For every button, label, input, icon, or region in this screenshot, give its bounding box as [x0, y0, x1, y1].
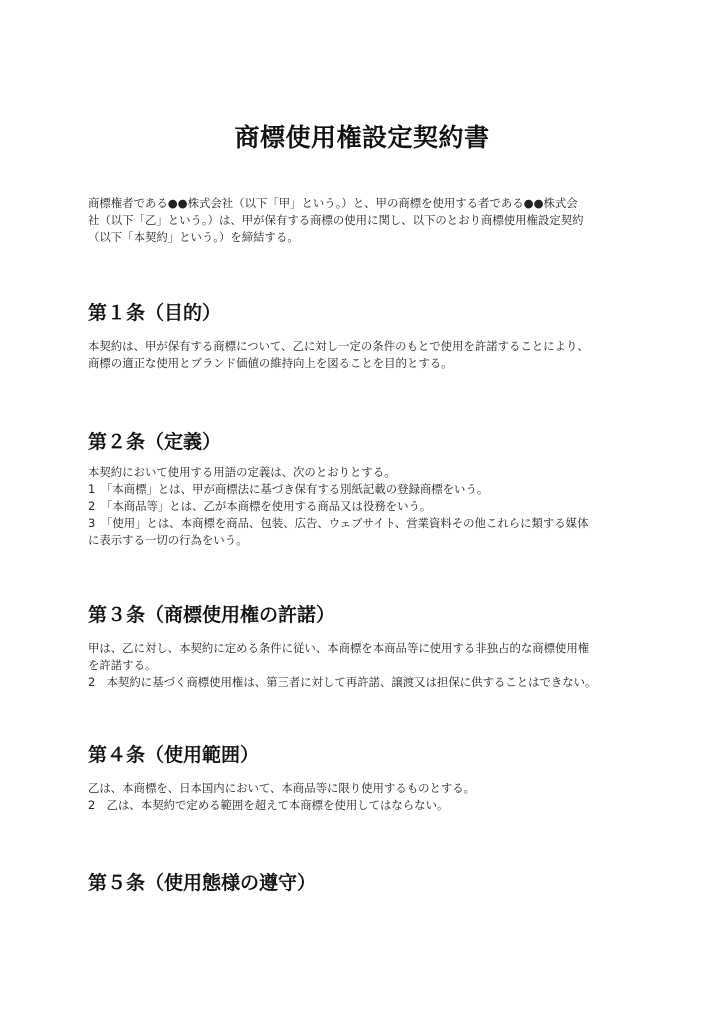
article-line: 本契約において使用する用語の定義は、次のとおりとする。	[88, 465, 396, 479]
article-2-body	[88, 464, 648, 549]
article-4-heading: 第４条（使用範囲）	[88, 744, 260, 766]
article-line: 2 「本商品等」とは、乙が本商標を使用する商品又は役務をいう。	[88, 499, 432, 513]
article-5-heading: 第５条（使用態様の遵守）	[88, 872, 317, 894]
article-3-heading: 第３条（商標使用権の許諾）	[88, 604, 336, 626]
document-title: 商標使用権設定契約書	[234, 123, 490, 152]
article-line: 乙は、本商標を、日本国内において、本商品等に限り使用するものとする。	[88, 781, 476, 795]
preamble-line: 商標権者である●●株式会社（以下「甲」という。）と、甲の商標を使用する者である●●株式会	[88, 196, 578, 210]
article-3-body	[88, 640, 648, 691]
preamble-line: （以下「本契約」という。）を締結する。	[88, 230, 299, 244]
article-line: 2 本契約に基づく商標使用権は、第三者に対して再許諾、譲渡又は担保に供することはできない。	[88, 675, 597, 689]
article-4-body	[88, 780, 648, 814]
article-1-heading: 第１条（目的）	[88, 302, 222, 324]
article-line: 2 乙は、本契約で定める範囲を超えて本商標を使用してはならない。	[88, 798, 449, 812]
article-1-body	[88, 338, 648, 372]
article-line: 本契約は、甲が保有する商標について、乙に対し一定の条件のもとで使用を許諾することにより、	[88, 339, 589, 353]
article-line: を許諾する。	[88, 658, 157, 672]
article-line: 商標の適正な使用とブランド価値の維持向上を図ることを目的とする。	[88, 356, 453, 370]
article-line: 甲は、乙に対し、本契約に定める条件に従い、本商標を本商品等に使用する非独占的な商標使用権	[88, 641, 590, 655]
preamble-paragraph	[88, 195, 648, 246]
article-line: に表示する一切の行為をいう。	[88, 533, 248, 547]
article-line: 1 「本商標」とは、甲が商標法に基づき保有する別紙記載の登録商標をいう。	[88, 482, 489, 496]
article-line: 3 「使用」とは、本商標を商品、包装、広告、ウェブサイト、営業資料その他これらに類する媒体	[88, 516, 589, 530]
article-2-heading: 第２条（定義）	[88, 431, 222, 453]
preamble-line: 社（以下「乙」という。）は、甲が保有する商標の使用に関し、以下のとおり商標使用権設定契約	[88, 213, 584, 227]
